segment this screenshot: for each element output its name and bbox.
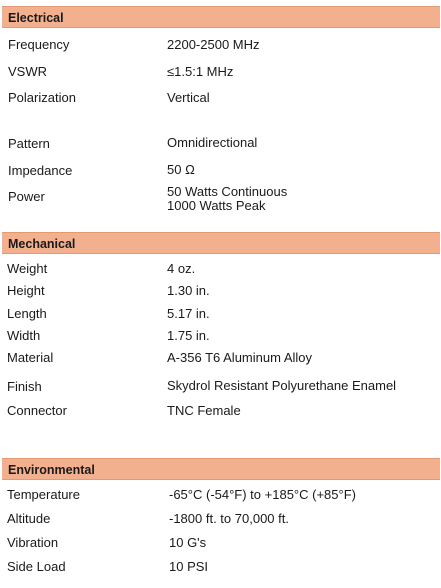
height-label: Height (7, 283, 45, 298)
finish-label: Finish (7, 379, 42, 394)
length-label: Length (7, 306, 47, 321)
pattern-value: Omnidirectional (167, 135, 258, 150)
material-label: Material (7, 350, 54, 365)
power-label: Power (8, 189, 45, 204)
side-load-label: Side Load (7, 559, 66, 574)
electrical-section-title: Electrical (8, 11, 64, 25)
frequency-label: Frequency (8, 37, 70, 52)
environmental-section-title: Environmental (8, 463, 95, 477)
polarization-label: Polarization (8, 90, 76, 105)
length-value: 5.17 in. (167, 306, 210, 321)
environmental-section-header (2, 458, 440, 480)
mechanical-section-title: Mechanical (8, 237, 76, 251)
connector-label: Connector (7, 403, 67, 418)
height-value: 1.30 in. (167, 283, 210, 298)
electrical-section-header (2, 6, 440, 28)
weight-value: 4 oz. (167, 261, 196, 276)
altitude-value: -1800 ft. to 70,000 ft. (169, 511, 289, 526)
finish-value: Skydrol Resistant Polyurethane Enamel (167, 378, 397, 393)
frequency-value: 2200-2500 MHz (167, 37, 260, 52)
mechanical-section-header (2, 232, 440, 254)
vibration-label: Vibration (7, 535, 59, 550)
temperature-value: -65°C (-54°F) to +185°C (+85°F) (169, 487, 356, 502)
temperature-label: Temperature (7, 487, 80, 502)
pattern-label: Pattern (8, 136, 50, 151)
width-label: Width (7, 328, 41, 343)
connector-value: TNC Female (167, 403, 241, 418)
power-value-continuous: 50 Watts Continuous (167, 184, 288, 199)
impedance-label: Impedance (8, 163, 73, 178)
power-value-peak: 1000 Watts Peak (167, 198, 266, 213)
altitude-label: Altitude (7, 511, 51, 526)
vibration-value: 10 G's (169, 535, 207, 550)
width-value: 1.75 in. (167, 328, 210, 343)
polarization-value: Vertical (167, 90, 210, 105)
vswr-label: VSWR (8, 64, 47, 79)
impedance-value: 50 Ω (167, 162, 195, 177)
vswr-value: ≤1.5:1 MHz (167, 64, 234, 79)
side-load-value: 10 PSI (169, 559, 209, 574)
material-value: A-356 T6 Aluminum Alloy (167, 350, 312, 365)
weight-label: Weight (7, 261, 48, 276)
